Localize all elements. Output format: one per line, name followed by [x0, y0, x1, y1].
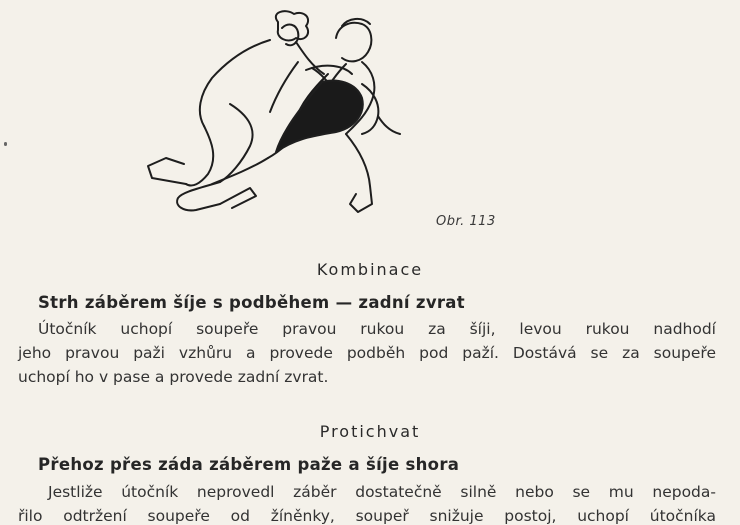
counter-title: Přehoz přes záda záběrem paže a šíje shora — [38, 455, 460, 474]
wrestlers-illustration — [100, 8, 430, 218]
section-heading-combination: Kombinace — [316, 260, 424, 279]
paragraph-line: jeho pravou paži vzhůru a provede podběh pod paží. Dostává se za soupeře — [18, 344, 716, 362]
stray-ink-mark — [4, 142, 7, 146]
paragraph-line: Jestliže útočník neprovedl záběr dostatečně silně nebo se mu nepoda- — [48, 483, 716, 501]
figure-caption: Obr. 113 — [436, 214, 496, 229]
paragraph-line: uchopí ho v pase a provede zadní zvrat. — [18, 368, 329, 386]
section-heading-counter: Protichvat — [319, 422, 421, 441]
paragraph-line: Útočník uchopí soupeře pravou rukou za šíji, levou rukou nadhodí — [38, 320, 716, 338]
paragraph-line: řilo odtržení soupeře od žíněnky, soupeř snižuje postoj, uchopí útočníka — [18, 507, 716, 525]
combination-title: Strh záběrem šíje s podběhem — zadní zvrat — [38, 293, 465, 312]
